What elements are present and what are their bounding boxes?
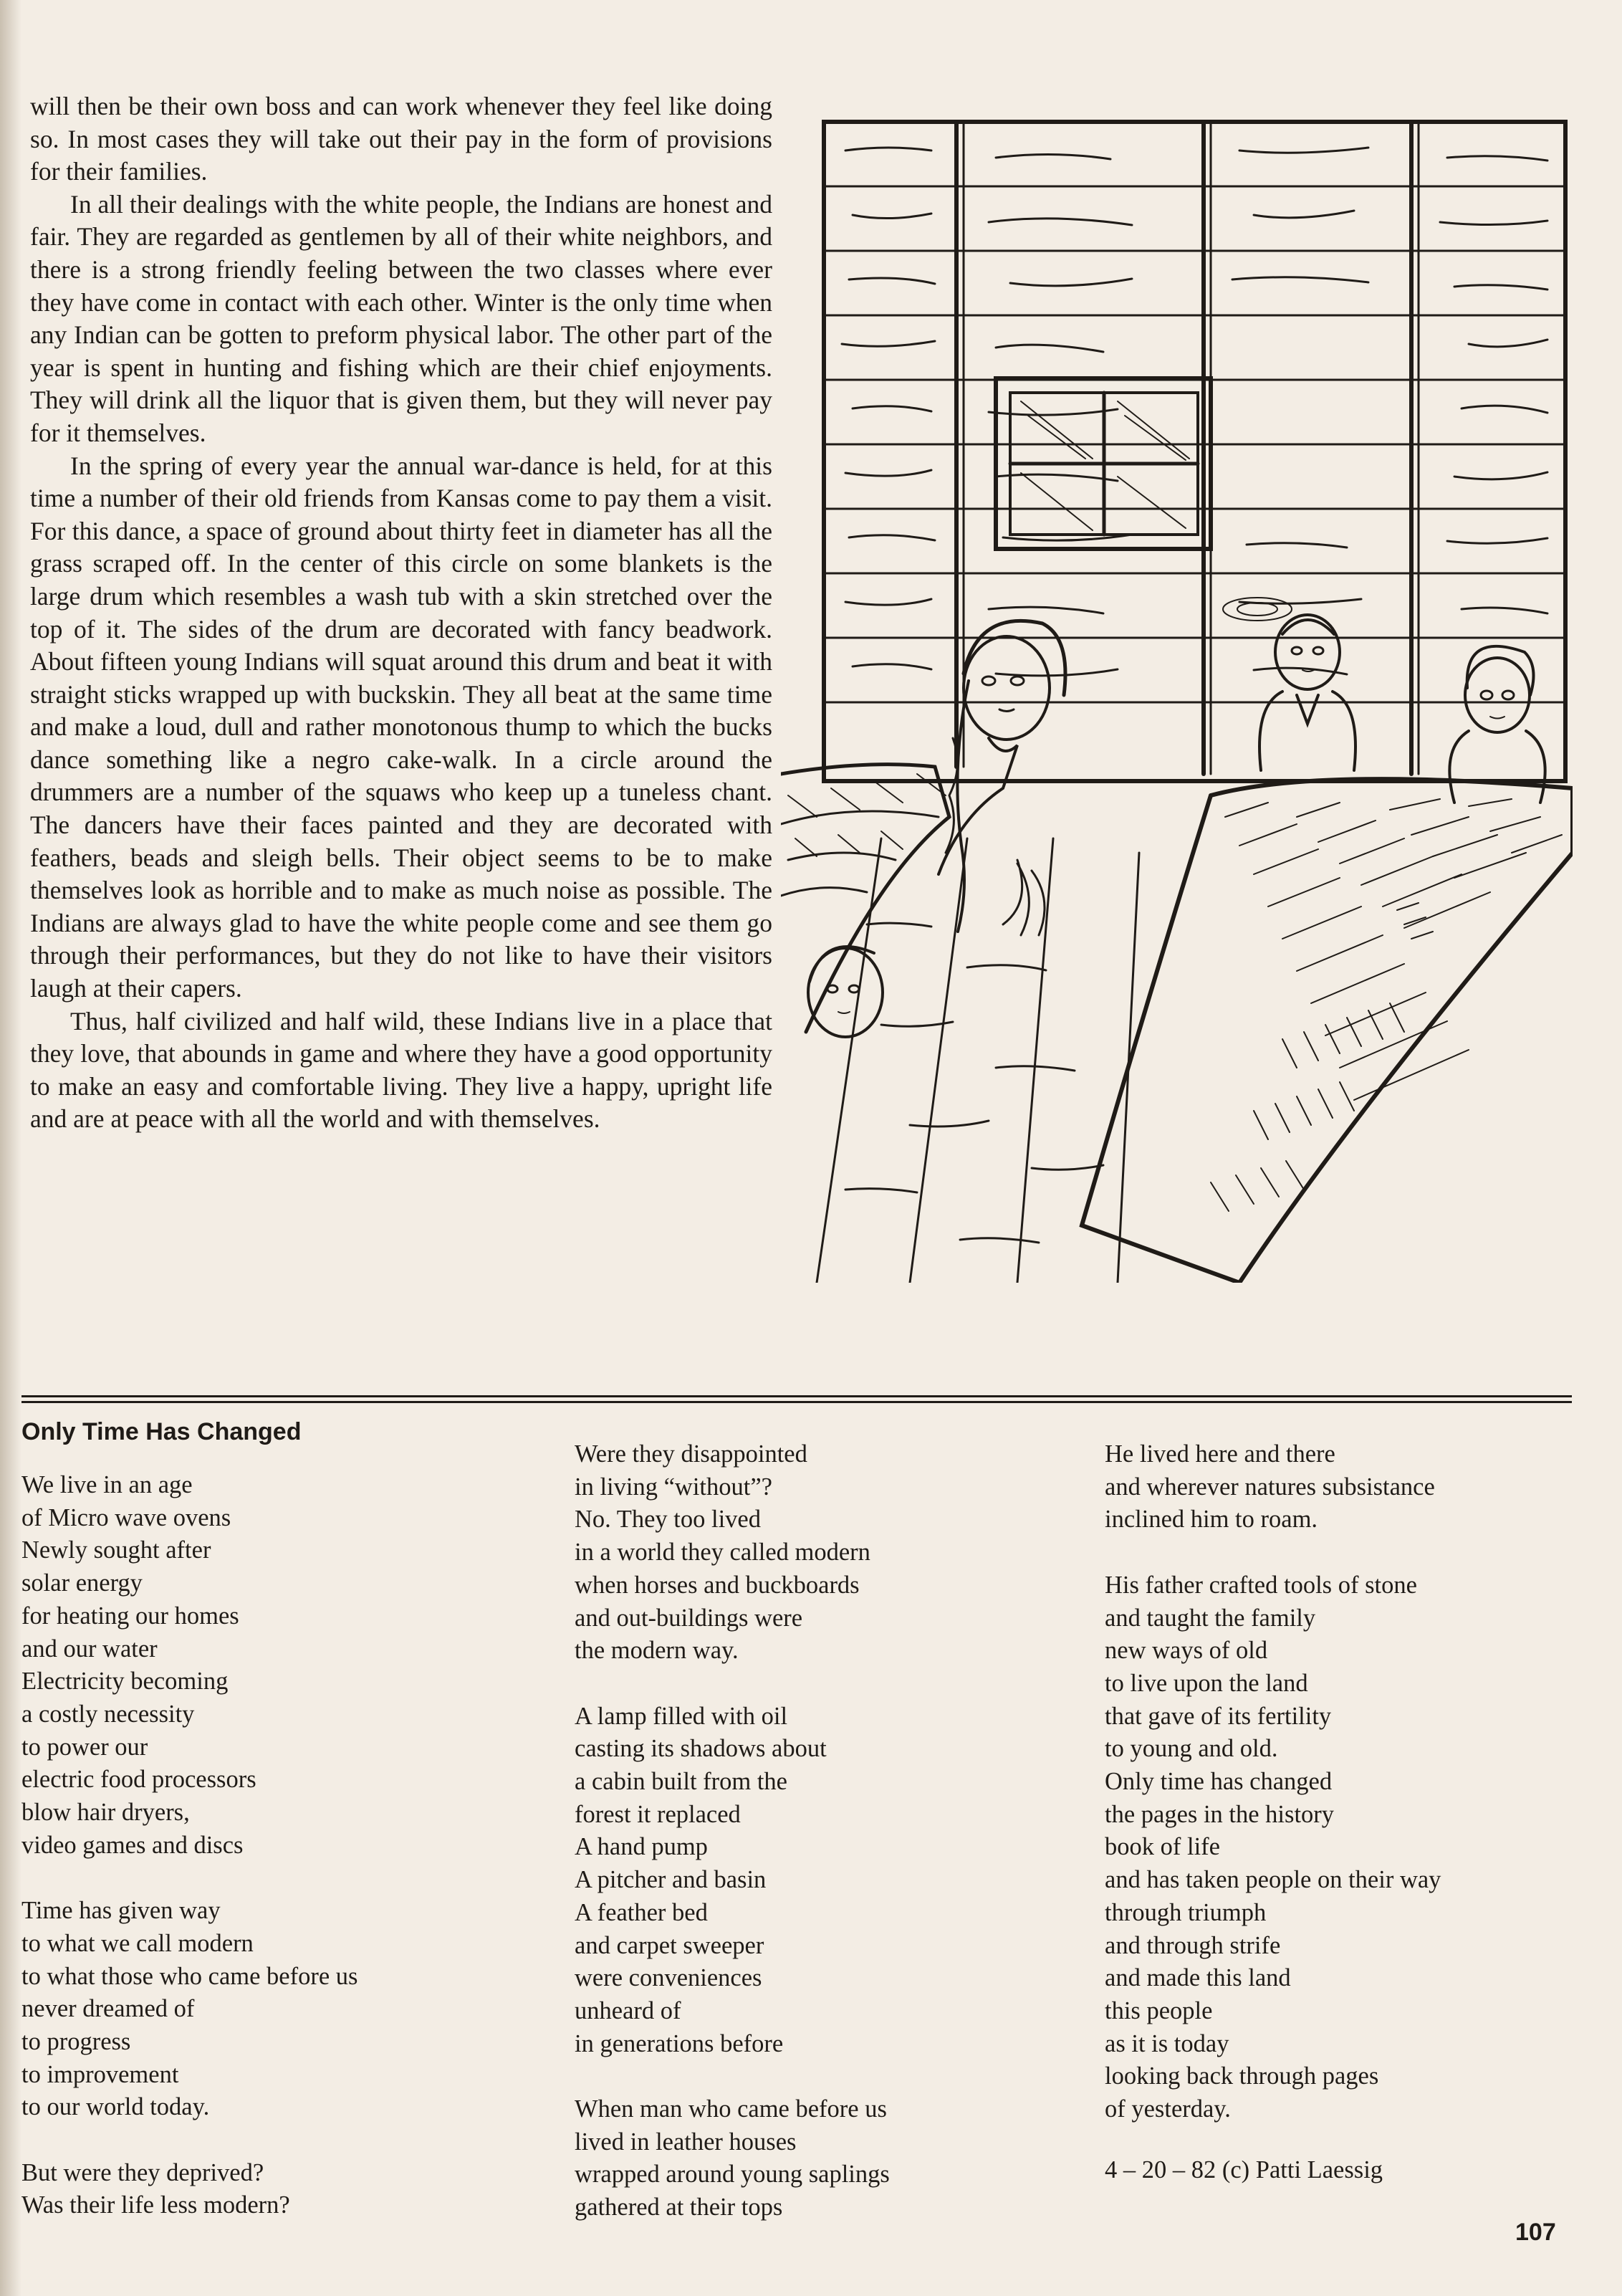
ink-illustration-children-in-cabin (781, 107, 1573, 1283)
poem-column-2: Were they disappointed in living “without”? No. They too lived in a world they called modern when horses and buckboards and out-buildings were the modern way. A lamp filled with oil casting its shadows about a cabin built from the forest it replaced A hand pump A pitcher and basin A feather bed and carpet sweeper were conveniences unheard of in generations before When man who came before us lived in leather houses wrapped around young saplings gathered at their tops (575, 1440, 890, 2221)
poem-column-1: We live in an age of Micro wave ovens Newly sought after solar energy for heating our homes and our water Electricity becoming a costly necessity to power our electric food processors blow hair dryers, video games and discs Time has given way to what we call modern to what those who came before us never dreamed of to progress to improvement to our world today. But were they deprived? Was their life less modern? (21, 1471, 358, 2219)
poem-title: Only Time Has Changed (21, 1418, 302, 1445)
page-number: 107 (1515, 2219, 1556, 2246)
section-divider (21, 1401, 1572, 1403)
article-paragraph: In the spring of every year the annual war-dance is held, for at this time a number of their old friends from Kansas come to pay them a visit. For this dance, a space of ground about thirty feet in diameter has all the grass scraped off. In the center of this circle on some blankets is the large drum which resembles a wash tub with a skin stretched over the top of it. The sides of the drum are decorated with fancy beadwork. About fifteen young Indians will squat around this drum and beat it with straight sticks wrapped up with buckskin. They all beat at the same time and make a loud, dull and rather monotonous thump to which the bucks dance something like a negro cake-walk. In a circle around the drummers are a number of the squaws who keep up a tuneless chant. The dancers have their faces painted and they are decorated with feathers, beads and sleigh bells. Their object seems to be to make themselves look as horrible and to make as much noise as possible. The Indians are always glad to have the white people come and see them go through their performances, but they do not like to have their visitors laugh at their capers. (30, 451, 772, 1003)
section-divider (21, 1395, 1572, 1397)
binding-edge-shadow (0, 0, 21, 2296)
article-paragraph: Thus, half civilized and half wild, these Indians live in a place that they love, that abounds in game and where they have a good opportunity to make an easy and comfortable living. They live a happy, upright life and are at peace with all the world and with themselves. (30, 1006, 772, 1134)
poem-column-3: He lived here and there and wherever natures subsistance inclined him to roam. His father crafted tools of stone and taught the family new ways of old to live upon the land that gave of its fertility to young and old. Only time has changed the pages in the history book of life and has taken people on their way through triumph and through strife and made this land this people as it is today looking back through pages of yesterday. (1105, 1440, 1441, 2123)
poem-credit: 4 – 20 – 82 (c) Patti Laessig (1105, 2156, 1383, 2183)
article-paragraph: In all their dealings with the white people, the Indians are honest and fair. They are regarded as gentlemen by all of their white neighbors, and there is a strong friendly feeling between the two classes where ever they have come in contact with each other. Winter is the only time when any Indian can be gotten to preform physical labor. The other part of the year is spent in hunting and fishing which are their chief enjoyments. They will drink all the liquor that is given them, but they will never pay for it themselves. (30, 189, 772, 447)
article-paragraph: will then be their own boss and can work whenever they feel like doing so. In most cases they will take out their pay in the form of provisions for their families. (30, 92, 772, 186)
article-text (30, 90, 772, 1136)
